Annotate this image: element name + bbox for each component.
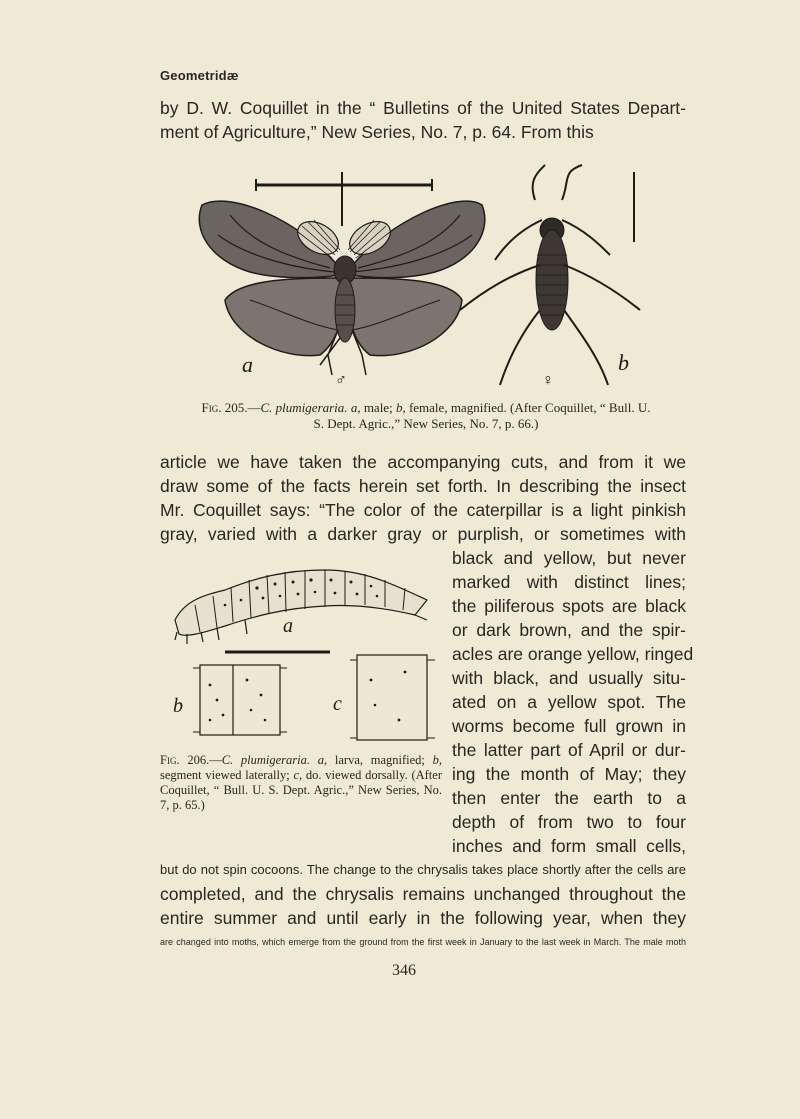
text-line: draw some of the facts herein set forth. In describing the insect: [160, 476, 686, 496]
text-line: ing the month of May; they: [452, 764, 686, 784]
svg-text:b: b: [173, 695, 183, 717]
text-line: then enter the earth to a: [452, 788, 686, 808]
text-line: ated on a yellow spot. The: [452, 692, 686, 712]
text-line: or dark brown, and the spir-: [452, 620, 686, 640]
text-line: entire summer and until early in the following year, when they: [160, 908, 686, 928]
figure-205-caption: Fig. 205.—C. plumigeraria. a, male; b, female, magnified. (After Coquillet, “ Bull. U. S. Dept. Agric.,” New Series, No. 7, p. 66.): [201, 400, 651, 431]
text-line: article we have taken the accompanying cuts, and from it we: [160, 452, 686, 472]
text-line: but do not spin cocoons. The change to the chrysalis takes place shortly after the cells are: [160, 862, 686, 877]
svg-text:♀: ♀: [542, 372, 554, 389]
text-line: gray, varied with a darker gray or purplish, or sometimes with: [160, 524, 686, 544]
text-line: worms become full grown in: [452, 716, 686, 736]
text-line: completed, and the chrysalis remains unchanged throughout the: [160, 884, 686, 904]
page-number: 346: [392, 962, 416, 979]
text-line: inches and form small cells,: [452, 836, 686, 856]
figure-205-illustration: [190, 160, 650, 390]
svg-text:♂: ♂: [335, 372, 347, 389]
svg-text:b: b: [618, 350, 629, 375]
text-line: depth of from two to four: [452, 812, 686, 832]
text-line: acles are orange yellow, ringed: [452, 644, 694, 664]
text-line: ment of Agriculture,” New Series, No. 7, p. 64. From this: [160, 122, 594, 142]
text-line: black and yellow, but never: [452, 548, 686, 568]
figure-206-illustration: [165, 560, 440, 750]
figure-206-caption: Fig. 206.—C. plumigeraria. a, larva, magnified; b, segment viewed laterally; c, do. viewed dorsally. (After Coquillet, “ Bull. U. S. Dept. Agric.,” New Series, No. 7, p. 65.): [160, 753, 443, 812]
text-line: with black, and usually situ-: [452, 668, 686, 688]
svg-text:c: c: [333, 693, 342, 715]
text-line: marked with distinct lines;: [452, 572, 686, 592]
text-line: the piliferous spots are black: [452, 596, 686, 616]
text-line: by D. W. Coquillet in the “ Bulletins of the United States Depart-: [160, 98, 686, 118]
svg-text:a: a: [283, 615, 293, 637]
text-line: Mr. Coquillet says: “The color of the caterpillar is a light pinkish: [160, 500, 686, 520]
svg-text:a: a: [242, 352, 253, 377]
running-head: Geometridæ: [160, 68, 239, 83]
text-line: are changed into moths, which emerge from the ground from the first week in January to the last week in March. The male moth: [160, 937, 686, 947]
text-line: the latter part of April or dur-: [452, 740, 686, 760]
